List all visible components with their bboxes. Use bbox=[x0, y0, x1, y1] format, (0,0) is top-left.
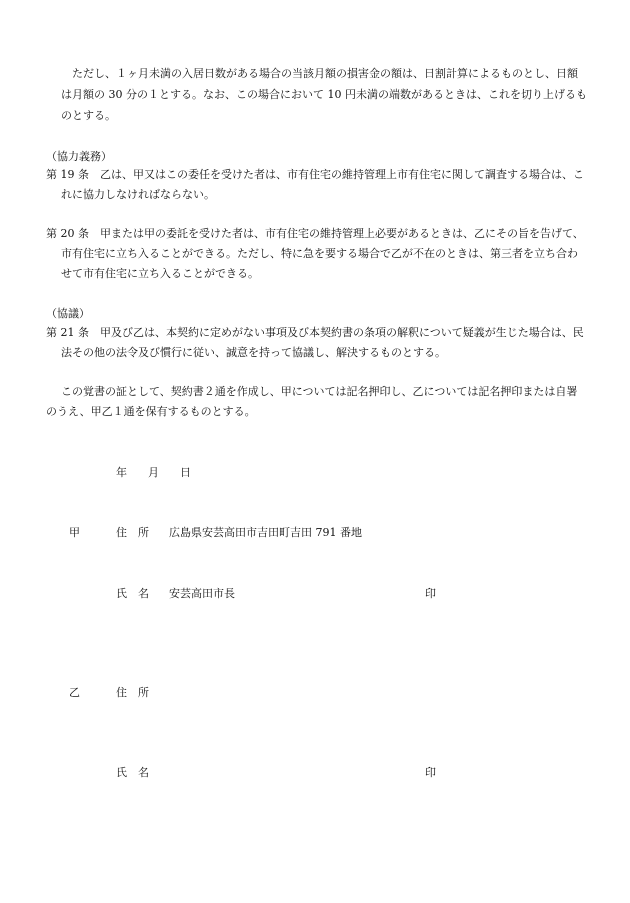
party-a-label: 甲 bbox=[69, 526, 80, 539]
article21-line-1: 第 21 条 甲及び乙は、本契約に定めがない事項及び本契約書の条項の解釈について疑義が生じた場合は、民 bbox=[46, 326, 584, 339]
party-a-name-value: 安芸高田市長 bbox=[169, 587, 235, 600]
article20-line-2: 市有住宅に立ち入ることができる。ただし、特に急を要する場合で乙が不在のときは、第三者を立ち合わ bbox=[61, 247, 578, 260]
party-b-label: 乙 bbox=[69, 686, 80, 699]
proviso-line-1: ただし、１ヶ月未満の入居日数がある場合の当該月額の損害金の額は、日割計算によるものとし、日額 bbox=[72, 67, 578, 80]
date-year-label: 年 bbox=[116, 466, 127, 479]
article21-line-2: 法その他の法令及び慣行に従い、誠意を持って協議し、解決するものとする。 bbox=[61, 346, 446, 359]
date-day-label: 日 bbox=[180, 466, 191, 479]
article20-line-1: 第 20 条 甲または甲の委託を受けた者は、市有住宅の維持管理上必要があるときは、乙にその旨を告げて、 bbox=[46, 227, 584, 240]
closing-line-1: この覚書の証として、契約書２通を作成し、甲については記名押印し、乙については記名押印または自署 bbox=[61, 385, 578, 398]
party-b-name-label: 氏 名 bbox=[116, 766, 149, 779]
article19-line-1: 第 19 条 乙は、甲又はこの委任を受けた者は、市有住宅の維持管理上市有住宅に関して調査する場合は、こ bbox=[46, 168, 584, 181]
article21-heading: （協議） bbox=[46, 307, 90, 320]
party-a-address-label: 住 所 bbox=[116, 526, 149, 539]
party-a-seal-mark: 印 bbox=[425, 587, 436, 600]
article19-heading: （協力義務） bbox=[46, 150, 112, 163]
article19-line-2: れに協力しなければならない。 bbox=[61, 188, 215, 201]
party-b-address-label: 住 所 bbox=[116, 686, 149, 699]
proviso-line-2: は月額の 30 分の１とする。なお、この場合において 10 円未満の端数があるときは、これを切り上げるも bbox=[61, 88, 587, 101]
closing-line-2: のうえ、甲乙１通を保有するものとする。 bbox=[46, 405, 256, 418]
date-month-label: 月 bbox=[148, 466, 159, 479]
proviso-line-3: のとする。 bbox=[61, 109, 116, 122]
party-b-seal-mark: 印 bbox=[425, 766, 436, 779]
article20-line-3: せて市有住宅に立ち入ることができる。 bbox=[61, 267, 259, 280]
party-a-address-value: 広島県安芸高田市吉田町吉田 791 番地 bbox=[169, 526, 362, 539]
party-a-name-label: 氏 名 bbox=[116, 587, 149, 600]
